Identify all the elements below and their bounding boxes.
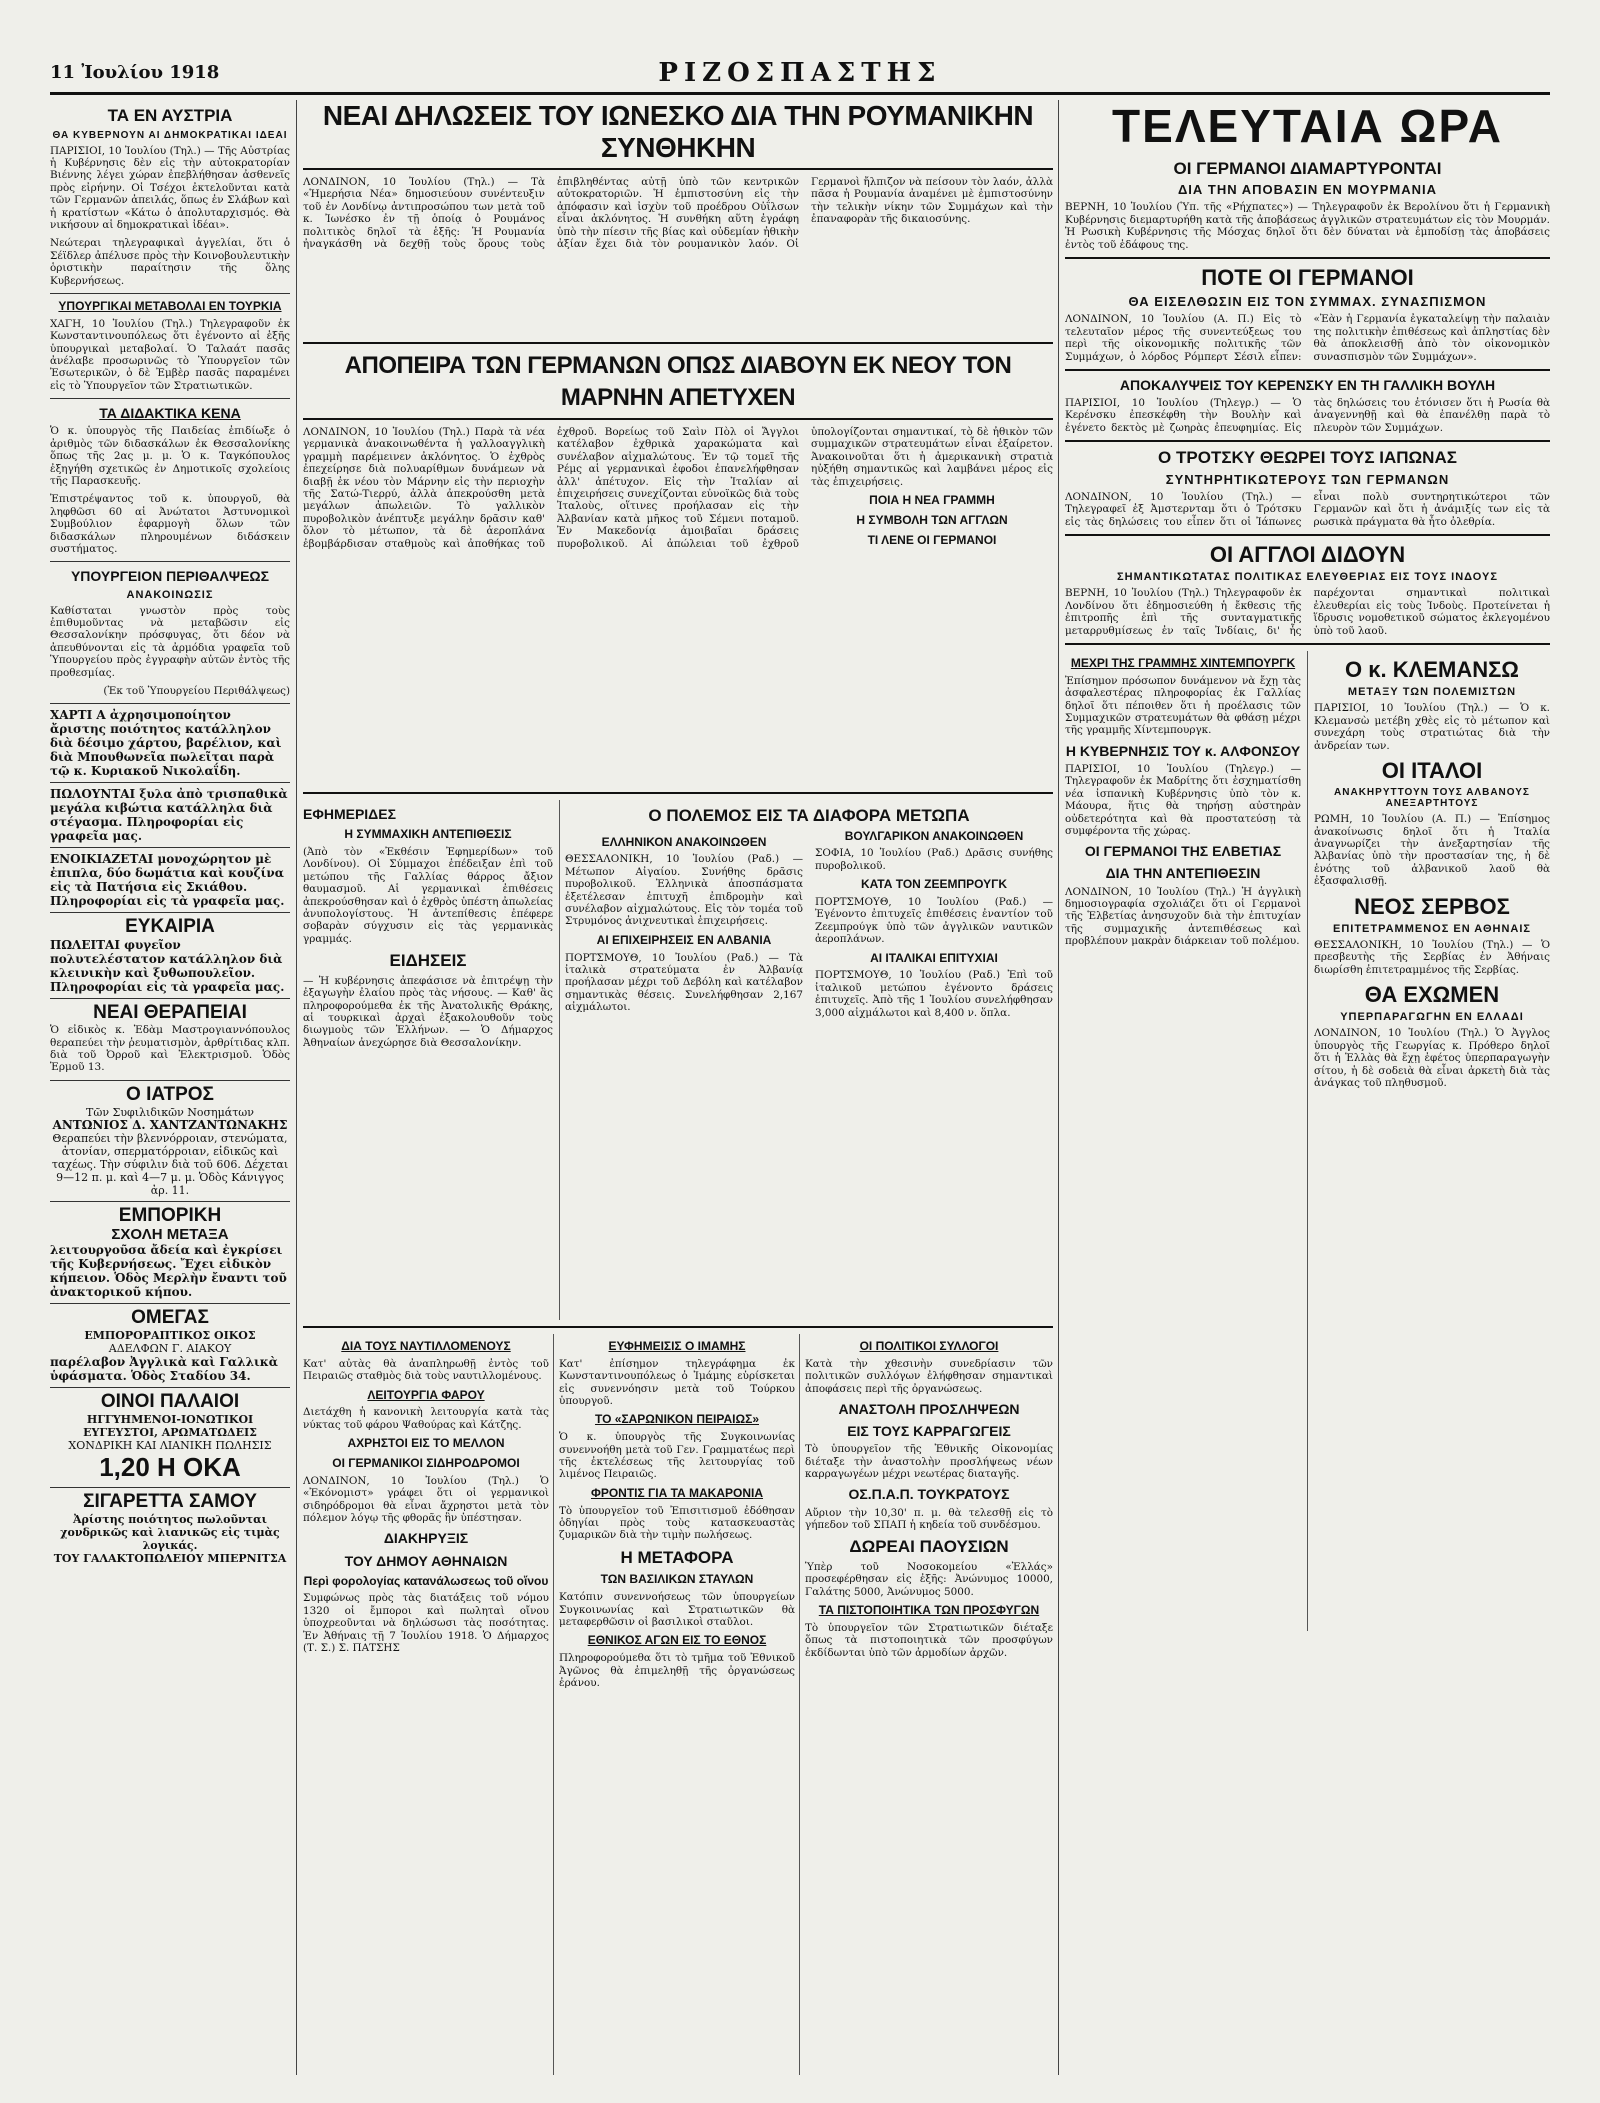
section-heading: ΒΟΥΛΓΑΡΙΚΟΝ ΑΝΑΚΟΙΝΩΘΕΝ (844, 828, 1024, 843)
news-body: ΛΟΝΔΙΝΟΝ, 10 Ἰουλίου (Τηλ.) — Τηλεγραφεῖ ἐξ Ἀμστερνταμ ὅτι ὁ Τρότσκυ εἰς τὰς δηλώσεις του εἶπεν ὅτι οἱ Ἰάπωνες εἶναι πολὺ συντηρητικώτεροι τῶν Γερμανῶν καὶ ὅτι ἡ ἀνάμιξίς των εἰς τὰ ρωσικὰ πράγματα θὰ ἦτο ὀλεθρία. (1065, 490, 1550, 528)
news-body: ΛΟΝΔΙΝΟΝ, 10 Ἰουλίου (Α. Π.) Εἰς τὸ τελευταῖον μέρος τῆς συνεντεύξεως του περὶ τῆς οἰκονομικῆς πολιτικῆς τῶν Συμμάχων, ὁ λόρδος Ρόμπερτ Σέσιλ εἶπεν: «Ἐὰν ἡ Γερμανία ἐγκαταλείψῃ τὴν παλαιὰν της πολιτικὴν ἐπιθέσεως καὶ ἀπληστίας δὲν θὰ ἀποκλεισθῇ ἀπὸ τὸν οἰκονομικὸν συνασπισμὸν τῶν Συμμάχων». (1065, 313, 1550, 363)
news-title: ΤΟ «ΣΑΡΩΝΙΚΟΝ ΠΕΙΡΑΙΩΣ» (594, 1412, 759, 1427)
news-body: ΠΑΡΙΣΙΟΙ, 10 Ἰουλίου (Τηλεγρ.) — Ὁ Κερένσκυ ἐπεσκέφθη τὴν Βουλὴν καὶ ἐγένετο δεκτὸς μὲ ζωηρὰς ἐπευφημίας. Εἰς τὰς δηλώσεις του ἐτόνισεν ὅτι ἡ Ρωσία θὰ ἀναγεννηθῇ καὶ θὰ ἐπανέλθῃ παρὰ τὸ πλευρὸν τῶν Συμμάχων. (1065, 397, 1550, 434)
news-title: ΟΙ ΙΤΑΛΟΙ (1381, 757, 1483, 783)
right-column (1065, 100, 1550, 2075)
article-body: (Ἀπὸ τὸν «Ἐκθέσιν Ἐφημερίδων» τοῦ Λονδίνου). Οἱ Σύμμαχοι ἐπέδειξαν ἐπὶ τοῦ μετώπου τῆς Γαλλίας θάρρος ἄξιον θαυμασμοῦ. Αἱ γερμανικαὶ ἐπιθέσεις ἀπεκρούσθησαν καὶ ὁ ἐχθρὸς ὑπέστη ἀπωλείας ἀνυπολογίστους. Ἡ ἀντεπίθεσις ἐπέφερε σοβαρὰν σύγχυσιν εἰς τὰς γερμανικὰς γραμμάς. (303, 845, 553, 945)
ad-text: Ὁ εἰδικὸς κ. Ἐδὰμ Μαστρογιαννόπουλος θεραπεύει τὴν ῥευματισμὸν, ἀρθρίτιδας κλπ. διὰ τοῦ Ὀρροῦ καὶ Ἐλεκτρισμοῦ. Ὁδὸς Ἑρμοῦ 13. (50, 1024, 290, 1074)
news-subtitle: ΑΝΑΚΗΡΥΤΤΟΥΝ ΤΟΥΣ ΑΛΒΑΝΟΥΣ ΑΝΕΞΑΡΤΗΤΟΥΣ (1334, 787, 1530, 810)
section-heading: ΑΙ ΙΤΑΛΙΚΑΙ ΕΠΙΤΥΧΙΑΙ (870, 950, 998, 965)
classified-ad (50, 912, 290, 994)
article-body: — Ἡ κυβέρνησις ἀπεφάσισε νὰ ἐπιτρέψῃ τὴν ἐξαγωγὴν ἐλαίου πρὸς τὰς νήσους. — Καθ' ἃς πληροφορούμεθα ἐκ τῆς Ἀνατολικῆς Θράκης, αἱ τουρκικαὶ ἀρχαὶ ἐξακολουθοῦν τοὺς διωγμοὺς τῶν Ἑλλήνων. — Ὁ Δήμαρχος Ἀθηναίων ἀνεχώρησε διὰ Θεσσαλονίκην. (303, 974, 553, 1049)
news-body: ΒΕΡΝΗ, 10 Ἰουλίου (Τηλ.) Τηλεγραφοῦν ἐκ Λονδίνου ὅτι ἐδημοσιεύθη ἡ ἔκθεσις τῆς ἐπιτροπῆς ἐπὶ τῆς συνταγματικῆς μεταρρυθμίσεως ἐν ταῖς Ἰνδίαις, δι' ἧς παρέχονται σημαντικαὶ πολιτικαὶ ἐλευθερίαι εἰς τοὺς Ἰνδοὺς. Προτείνεται ἡ ἵδρυσις νομοθετικοῦ σώματος ἐκλεγομένου ὑπὸ τοῦ λαοῦ. (1065, 587, 1550, 637)
news-title: ΜΕΧΡΙ ΤΗΣ ΓΡΑΜΜΗΣ ΧΙΝΤΕΜΠΟΥΡΓΚ (1070, 655, 1296, 670)
news-title: Η ΜΕΤΑΦΟΡΑ (620, 1547, 734, 1567)
news-body: ΛΟΝΔΙΝΟΝ, 10 Ἰουλίου (Τηλ.) Ἡ ἀγγλικὴ δημοσιογραφία σχολιάζει ὅτι οἱ Γερμανοὶ τῆς Ἑλβετίας ἀνησυχοῦν διὰ τὴν ἐπιτυχίαν τῆς συμμαχικῆς ἀντεπιθέσεως καὶ προβλέπουν μακρὰν διάρκειαν τοῦ πολέμου. (1065, 885, 1301, 948)
article-body: Καθίσταται γνωστὸν πρὸς τοὺς ἐπιθυμοῦντας νὰ μεταβῶσιν εἰς Θεσσαλονίκην πρόσφυγας, ὅτι δέον νὰ ἀπευθύνονται εἰς τὰ ἀρμόδια γραφεῖα τοῦ Ὑπουργείου πρὸς ἐγγραφὴν αὐτῶν ἐντὸς τῆς προθεσμίας. (50, 604, 290, 679)
article-body: ΠΑΡΙΣΙΟΙ, 10 Ἰουλίου (Τηλ.) — Τῆς Αὐστρίας ἡ Κυβέρνησις δὲν εἰς τὴν αὐτοκρατορίαν Βιέννης λέγει χώραν ἐπεβλήθησαν ἀσθενεῖς πρὸς εἰρήνην. Οἱ Τσέχοι ἐκτελοῦνται κατὰ τῶν Γερμανῶν ἀπειλάς, ὅπως ἐν Σλάβων καὶ ἡ κρατίστων «Κάτω ὁ ἀπολυταρχισμός. Θὰ νικήσουν αἱ δημοκρατικαὶ ἰδέαι». (50, 144, 290, 231)
article-body-text: ΛΟΝΔΙΝΟΝ, 10 Ἰουλίου (Τηλ.) Παρὰ τὰ νέα γερμανικὰ ἀνακοινωθέντα ἡ γαλλοαγγλικὴ γραμμὴ παρέμεινεν ἀκλόνητος. Ὁ ἐχθρὸς ἐπεχείρησε διὰ πολυαρίθμων δυνάμεων νὰ διαβῇ ἐκ νέου τὸν Μάρνην εἰς τὴν περιοχὴν τῆς Σατώ-Τιερρύ, ἀλλὰ ἀπεκρούσθη μετὰ μεγάλων ἀπωλειῶν. Τὸ γαλλικὸν πυροβολικὸν ἀνέπτυξε μεγάλην δρᾶσιν καθ' ὅλον τὸ μέτωπον, τὰ δὲ ἀεροπλάνα ἐβομβάρδισαν σταθμοὺς καὶ ἀποθήκας τοῦ ἐχθροῦ. Βορείως τοῦ Σαὶν Πὸλ οἱ Ἄγγλοι κατέλαβον ἐχθρικὰ χαρακώματα καὶ συνέλαβον αἰχμαλώτους. Ἐν τῷ τομεῖ τῆς Ρέμς αἱ γερμανικαὶ ἐφοδοι ἐπανελήφθησαν ἀλλ' ἀπέτυχον. Εἰς τὴν Ἰταλίαν αἱ ἐπιχειρήσεις συνεχίζονται εὐνοϊκῶς διὰ τοὺς Ἰταλοὺς, οἵτινες προήλασαν εἰς τὴν Ἀλβανίαν κατὰ μῆκος τοῦ Σέμενι ποταμοῦ. Ἐν Μακεδονίᾳ ἀμοιβαῖαι δράσεις πυροβολικοῦ. Αἱ ἀπώλειαι τοῦ ἐχθροῦ ὑπολογίζονται σημαντικαί, τὸ δὲ ἠθικὸν τῶν συμμαχικῶν στρατευμάτων εἶναι ἐξαίρετον. Ἀνακοινοῦται ὅτι ἡ ἀμερικανικὴ στρατιὰ ηὐξήθη σημαντικῶς καὶ λαμβάνει μέρος εἰς τὰς ἐπιχειρήσεις. (303, 426, 1053, 550)
news-title: Ο ΤΡΟΤΣΚΥ ΘΕΩΡΕΙ ΤΟΥΣ ΙΑΠΩΝΑΣ (1158, 448, 1457, 468)
news-body: Τὸ ὑπουργεῖον τοῦ Ἐπισιτισμοῦ ἐδόθησαν ὁδηγίαι πρὸς τοὺς κατασκευαστὰς ζυμαρικῶν διὰ τὴν τιμὴν πωλήσεως. (559, 1504, 795, 1542)
news-body: ΛΟΝΔΙΝΟΝ, 10 Ἰουλίου (Τηλ.) Ὁ «Ἐκόνομιστ» γράφει ὅτι οἱ γερμανικοὶ σιδηρόδρομοι θὰ εἶναι ἄχρηστοι μετὰ τὸν πόλεμον λόγῳ τῆς φθορᾶς ἣν ὑπέστησαν. (303, 1474, 549, 1525)
news-title: ΤΑ ΠΙΣΤΟΠΟΙΗΤΙΚΑ ΤΩΝ ΠΡΟΣΦΥΓΩΝ (818, 1603, 1040, 1618)
article-body: ΣΟΦΙΑ, 10 Ἰουλίου (Ραδ.) Δρᾶσις συνήθης πυροβολικοῦ. (815, 847, 1053, 872)
ad-text: ΠΩΛΟΥΝΤΑΙ ξυλα ἀπὸ τρισπαθικὰ μεγάλα κιβώτια κατάλληλα διὰ στέγασμα. Πληροφορίαι εἰς γραφεῖα μας. (50, 787, 288, 844)
news-title: ΔΙΑΚΗΡΥΞΙΣ (383, 1530, 469, 1547)
news-title: ΔΙΑ ΤΟΥΣ ΝΑΥΤΙΛΛΟΜΕΝΟΥΣ (341, 1339, 511, 1353)
section-title: ΕΦΗΜΕΡΙΔΕΣ (303, 806, 396, 822)
newspaper-name: ΡΙΖΟΣΠΑΣΤΗΣ (658, 58, 942, 88)
news-title: ΘΑ ΕΧΩΜΕΝ (1364, 982, 1500, 1008)
masthead (50, 58, 1550, 95)
war-reports (565, 830, 1053, 1023)
news-subtitle: ΣΥΝΤΗΡΗΤΙΚΩΤΕΡΟΥΣ ΤΩΝ ΓΕΡΜΑΝΩΝ (1165, 471, 1450, 487)
ad-subtitle: ΣΧΟΛΗ ΜΕΤΑΞΑ (111, 1225, 229, 1243)
ad-name: ΕΥΓΕΥΣΤΟΙ, ΑΡΩΜΑΤΩΔΕΙΣ (83, 1425, 257, 1439)
ad-title: ΕΥΚΑΙΡΙΑ (125, 916, 215, 938)
section-heading: ΠΟΙΑ Η ΝΕΑ ΓΡΑΜΜΗ (869, 493, 995, 508)
news-body: Ὁ κ. ὑπουργὸς τῆς Συγκοινωνίας συνεννοήθη μετὰ τοῦ Γεν. Γραμματέως περὶ τῆς ἐκτελέσεως τῆς λειτουργίας τοῦ λιμένος Πειραιῶς. (559, 1431, 795, 1481)
ad-text: Ἀρίστης ποιότητος πωλοῦνται χονδρικῶς καὶ λιανικῶς εἰς τιμὰς λογικάς. (60, 1512, 280, 1552)
article-title: ΥΠΟΥΡΓΕΙΟΝ ΠΕΡΙΘΑΛΨΕΩΣ (70, 568, 270, 585)
column-rule (1058, 100, 1059, 2075)
article-body: ΘΕΣΣΑΛΟΝΙΚΗ, 10 Ἰουλίου (Ραδ.) — Μέτωπον Αἰγαίου. Συνήθης δρᾶσις πυροβολικοῦ. Ἑλληνικὰ ἀποσπάσματα ἐξετέλεσαν ἐπιτυχῆ ἐπιδρομὴν καὶ συνέλαβον αἰχμαλώτους. Εἰς τὸν τομέα τοῦ Στρυμόνος ἀνιχνευτικαὶ ἐπιχειρήσεις. (565, 853, 803, 928)
news-title: ΟΙ ΓΕΡΜΑΝΟΙ ΤΗΣ ΕΛΒΕΤΙΑΣ (1084, 843, 1282, 860)
section-heading: ΤΙ ΛΕΝΕ ΟΙ ΓΕΡΜΑΝΟΙ (867, 532, 997, 547)
right-left-subcolumn (1065, 651, 1301, 1631)
ad-title: ΣΙΓΑΡΕΤΤΑ ΣΑΜΟΥ (83, 1490, 257, 1512)
article-body: Νεώτεραι τηλεγραφικαὶ ἀγγελίαι, ὅτι ὁ Σέϊδλερ ἀπέλυσε πρὸς τὴν Κοινοβουλευτικὴν ὁριστικὴν παραίτησιν τῆς ὅλης Κυβερνήσεως. (50, 237, 290, 287)
news-subtitle: ΕΠΙΤΕΤΡΑΜΜΕΝΟΣ ΕΝ ΑΘΗΝΑΙΣ (1332, 922, 1532, 935)
ad-name: ΑΝΤΩΝΙΟΣ Δ. ΧΑΝΤΖΑΝΤΩΝΑΚΗΣ (52, 1117, 288, 1132)
article-body: Ἐπιστρέψαντος τοῦ κ. ὑπουργοῦ, θὰ ληφθῶσι 60 αἱ Ἀνώτατοι Ἀστυνομικοὶ Συμβούλιον ἐφαρμογὴ ὅλων τῶν διδασκάλων πληρουμένων διδάσκειν συστήματος. (50, 493, 290, 555)
news-body: ΠΑΡΙΣΙΟΙ, 10 Ἰουλίου (Τηλεγρ.) — Τηλεγραφοῦν ἐκ Μαδρίτης ὅτι ἐσχηματίσθη νέα ἰσπανικὴ Κυβέρνησις ὑπὸ τὸν κ. Μάουρα, ἥτις θὰ τηρήσῃ αὐστηρὰν οὐδετερότητα καὶ θὰ προστατεύσῃ τὰ συμφέροντα τῆς χώρας. (1065, 762, 1301, 837)
news-subtitle: Περὶ φορολογίας κατανάλωσεως τοῦ οἴνου (303, 1573, 549, 1588)
ad-name: ΑΔΕΛΦΩΝ Γ. ΑΙΑΚΟΥ (108, 1341, 232, 1355)
section-heading: ΑΙ ΕΠΙΧΕΙΡΗΣΕΙΣ ΕΝ ΑΛΒΑΝΙΑ (596, 932, 772, 947)
ad-text: ΧΑΡΤΙ Α ἀχρησιμοποίητον ἄριστης ποιότητος κατάλληλον διὰ δέσιμο χάρτου, βαρέλιον, καὶ διὰ Μπουθωνεῖα πωλεῖται παρὰ τῷ κ. Κυριακοῦ Νικολαΐδη. (50, 708, 282, 779)
news-subtitle: ΟΙ ΓΕΡΜΑΝΙΚΟΙ ΣΙΔΗΡΟΔΡΟΜΟΙ (332, 1456, 520, 1471)
right-right-subcolumn (1314, 651, 1550, 1631)
news-body: ΡΩΜΗ, 10 Ἰουλίου (Α. Π.) — Ἐπίσημος ἀνακοίνωσις δηλοῖ ὅτι ἡ Ἰταλία ἀναγνωρίζει τὴν ἀνεξαρτησίαν τῆς Ἀλβανίας ὑπὸ τὴν προστασίαν της, ἡ δὲ ἑνότης τοῦ ἀλβανικοῦ λαοῦ θὰ ἐξασφαλισθῇ. (1314, 813, 1550, 888)
news-title: ΠΟΤΕ ΟΙ ΓΕΡΜΑΝΟΙ (1201, 265, 1414, 291)
news-title: ΟΙ ΑΓΓΛΟΙ ΔΙΔΟΥΝ (1209, 542, 1406, 568)
news-subtitle: ΥΠΕΡΠΑΡΑΓΩΓΗΝ ΕΝ ΕΛΛΑΔΙ (1340, 1011, 1524, 1024)
news-body: ΒΕΡΝΗ, 10 Ἰουλίου (Ὑπ. τῆς «Ρήχπατες») — Τηλεγραφοῦν ἐκ Βερολίνου ὅτι ἡ Γερμανικὴ Κυβέρνησις διεμαρτυρήθη κατὰ τῆς ἀποβάσεως ἀγγλικῶν στρατευμάτων εἰς τὸν Μουρμάν. Ἡ Ρωσικὴ Κυβέρνησις τῆς Μόσχας δηλοῖ ὅτι δὲν δύναται νὰ ἐμποδίσῃ τὰς ἀποβάσεις ἐντὸς τοῦ ἐδάφους της. (1065, 201, 1550, 251)
news-title: ΝΕΟΣ ΣΕΡΒΟΣ (1354, 893, 1510, 919)
news-body: Αὔριον τὴν 10,30' π. μ. θὰ τελεσθῇ εἰς τὸ γήπεδον τοῦ ΣΠΑΠ ἡ κηδεία τοῦ συνδέσμου. (805, 1506, 1053, 1531)
news-body: Τὸ ὑπουργεῖον τῆς Ἐθνικῆς Οἰκονομίας διέταξε τὴν ἀναστολὴν προσλήψεως νέων καρραγωγέων μέχρι νεωτέρας διαταγῆς. (805, 1443, 1053, 1481)
last-hour-banner: ΤΕΛΕΥΤΑΙΑ ΩΡΑ (1112, 100, 1503, 152)
short-news-middle (559, 1334, 795, 2075)
short-news-right (805, 1334, 1053, 2075)
ad-footer: ΤΟΥ ΓΑΛΑΚΤΟΠΩΛΕΙΟΥ ΜΠΕΡΝΙΤΣΑ (53, 1551, 287, 1565)
classified-ad (50, 1080, 290, 1197)
classified-ad (50, 847, 290, 908)
classified-ad (50, 998, 290, 1074)
news-body: ΠΑΡΙΣΙΟΙ, 10 Ἰουλίου (Τηλ.) — Ὁ κ. Κλεμανσὼ μετέβη χθὲς εἰς τὸ μέτωπον καὶ συνεχάρη τοὺς στρατιώτας διὰ τὴν ἀνδρείαν των. (1314, 702, 1550, 752)
article-body: ΛΟΝΔΙΝΟΝ, 10 Ἰουλίου (Τηλ.) — Τὰ «Ἡμερήσια Νέα» δημοσιεύουν συνέντευξιν τοῦ ἐν Λονδίνῳ ἀντιπροσώπου των μετὰ τοῦ κ. Ἰωνέσκο ἐν τῇ ὁποίᾳ ὁ Ρουμάνος πολιτικὸς δηλοῖ τὰ ἑξῆς: Ἡ Ρουμανία ἠναγκάσθη νὰ δεχθῇ τοὺς ὅρους τοὺς ἐπιβληθέντας αὐτῇ ὑπὸ τῶν κεντρικῶν αὐτοκρατοριῶν. Ἡ ἐμπιστοσύνη εἰς τὴν ἀπόφασιν καὶ ἰσχὺν τοῦ προέδρου Οὐΐλσων εἶναι ἀκλόνητος. Ἡ συνθήκη αὕτη ἐγράφη ὑπὸ τὴν πίεσιν τῆς βίας καὶ οὐδεμίαν ἠθικὴν ἀξίαν ἔχει διὰ τὸν ρουμανικὸν λαόν. Οἱ Γερμανοὶ ἤλπιζον νὰ πείσουν τὸν λαόν, ἀλλὰ πᾶσα ἡ Ρουμανία ἀναμένει μὲ ἐμπιστοσύνην τὴν τελικὴν νίκην τῶν Συμμάχων καὶ τὴν ἐπαναφορὰν τῆς δικαιοσύνης. (303, 176, 1053, 251)
article-body: ΧΑΓΗ, 10 Ἰουλίου (Τηλ.) Τηλεγραφοῦν ἐκ Κωνσταντινουπόλεως ὅτι ἐγένοντο αἱ ἑξῆς ὑπουργικαὶ μεταβολαί. Ὁ Ταλαάτ πασᾶς ἀνέλαβε προσωρινῶς τὸ Ὑπουργεῖον τῶν Ἐσωτερικῶν, ὁ δὲ Ἐμβὲρ πασᾶς παραμένει εἰς τὸ Ὑπουργεῖον τῶν Στρατιωτικῶν. (50, 317, 290, 392)
classified-ad (50, 1487, 290, 1565)
section-heading: Η ΣΥΜΜΑΧΙΚΗ ΑΝΤΕΠΙΘΕΣΙΣ (344, 827, 512, 842)
news-body: Συμφώνως πρὸς τὰς διατάξεις τοῦ νόμου 1320 οἱ ἔμποροι καὶ πωληταὶ οἴνου ὑποχρεοῦνται νὰ δηλώσωσι τὰς ποσότητας. Ἐν Ἀθήναις τῇ 7 Ἰουλίου 1918. Ὁ Δήμαρχος (Τ. Σ.) Σ. ΠΑΤΣΗΣ (303, 1592, 549, 1655)
article-body: ΠΟΡΤΣΜΟΥΘ, 10 Ἰουλίου (Ραδ.) — Ἐγένοντο ἐπιτυχεῖς ἐπιθέσεις ἐναντίον τοῦ Ζεεμπρούγκ ὑπὸ τῶν ἀγγλικῶν ναυτικῶν ἀεροπλάνων. (815, 895, 1053, 946)
news-title: Η ΚΥΒΕΡΝΗΣΙΣ ΤΟΥ κ. ΑΛΦΟΝΣΟΥ (1065, 742, 1301, 759)
news-body: Κατόπιν συνεννοήσεως τῶν ὑπουργείων Συγκοινωνίας καὶ Στρατιωτικῶν θὰ μεταφερθῶσιν οἱ βασιλικοὶ σταῦλοι. (559, 1591, 795, 1629)
news-title: ΕΥΦΗΜΕΙΣΙΣ Ο ΙΜΑΜΗΣ (608, 1339, 746, 1353)
news-title: ΑΝΑΣΤΟΛΗ ΠΡΟΣΛΗΨΕΩΝ (838, 1401, 1020, 1418)
news-body: Τὸ ὑπουργεῖον τῶν Στρατιωτικῶν διέταξε ὅπως τὰ πιστοποιητικὰ τῶν προσφύγων ἐκδίδωνται ὑπὸ τῶν ἀρμοδίων ἀρχῶν. (805, 1621, 1053, 1659)
news-subtitle: ΜΕΤΑΞΥ ΤΩΝ ΠΟΛΕΜΙΣΤΩΝ (1347, 686, 1517, 699)
ad-text: παρέλαβον Ἀγγλικὰ καὶ Γαλλικὰ ὑφάσματα. Ὁδὸς Σταδίου 34. (50, 1354, 279, 1383)
news-body: ΘΕΣΣΑΛΟΝΙΚΗ, 10 Ἰουλίου (Τηλ.) — Ὁ πρεσβευτὴς τῆς Σερβίας ἐν Ἀθήναις διωρίσθη ἐπιτετραμμένος τῆς Σερβίας. (1314, 938, 1550, 976)
short-news-left (303, 1334, 549, 2075)
news-body: Διετάχθη ἡ κανονικὴ λειτουργία κατὰ τὰς νύκτας τοῦ φάρου Ψαθούρας καὶ Κάτζης. (303, 1406, 549, 1431)
news-body: ΛΟΝΔΙΝΟΝ, 10 Ἰουλίου (Τηλ.) Ὁ Ἀγγλος ὑπουργὸς τῆς Γεωργίας κ. Πρόθερο δηλοῖ ὅτι ἡ Ἑλλὰς θὰ ἔχῃ ἐφέτος ὑπερπαραγωγὴν σίτου, ἡ δὲ σοδειὰ θὰ εἶναι ἀρκετὴ διὰ τὰς ἀνάγκας τοῦ πληθυσμοῦ. (1314, 1027, 1550, 1090)
news-subtitle: ΘΑ ΕΙΣΕΛΘΩΣΙΝ ΕΙΣ ΤΟΝ ΣΥΜΜΑΧ. ΣΥΝΑΣΠΙΣΜΟΝ (1128, 294, 1487, 310)
news-title: ΑΠΟΚΑΛΥΨΕΙΣ ΤΟΥ ΚΕΡΕΝΣΚΥ ΕΝ ΤΗ ΓΑΛΛΙΚΗ ΒΟΥΛΗ (1119, 376, 1496, 393)
news-title: ΦΡΟΝΤΙΣ ΓΙΑ ΤΑ ΜΑΚΑΡΟΝΙΑ (590, 1485, 764, 1500)
ad-title: ΟΜΕΓΑΣ (131, 1307, 209, 1329)
news-title: ΛΕΙΤΟΥΡΓΙΑ ΦΑΡΟΥ (367, 1387, 485, 1402)
news-title: ΔΩΡΕΑΙ ΠΑΟΥΣΙΩΝ (849, 1537, 1009, 1557)
article-subtitle: ΘΑ ΚΥΒΕΡΝΟΥΝ ΑΙ ΔΗΜΟΚΡΑΤΙΚΑΙ ΙΔΕΑΙ (52, 129, 288, 141)
ad-text: ΠΩΛΕΙΤΑΙ φυγεῖον πολυτελέστατον κατάλληλον διὰ κλεινικὴν καὶ ξυθωπουλεῖον. Πληροφορίαι εἰς τὰ γραφεῖα μας. (50, 938, 285, 995)
ad-subtitle: Τῶν Συφιλιδικῶν Νοσημάτων (86, 1105, 254, 1119)
news-subtitle: ΔΙΑ ΤΗΝ ΑΝΤΕΠΙΘΕΣΙΝ (1105, 865, 1261, 882)
article-body: ΠΟΡΤΣΜΟΥΘ, 10 Ἰουλίου (Ραδ.) — Τὰ ἰταλικὰ στρατεύματα ἐν Ἀλβανίᾳ προήλασαν μέχρι τοῦ Δεβόλη καὶ κατέλαβον σημαντικὰς θέσεις. Συνελήφθησαν 2,167 αἰχμάλωτοι. (565, 951, 803, 1014)
center-column (303, 100, 1053, 2075)
article-title: ΤΑ ΕΝ ΑΥΣΤΡΙΑ (107, 106, 233, 125)
column-rule (296, 100, 297, 2075)
article-body: Ὁ κ. ὑπουργὸς τῆς Παιδείας ἐπιδίωξε ὁ ἀριθμὸς τῶν διδασκάλων ἐκ Θεσσαλονίκης ὅπως τῆς 2ας μ. μ. Ὁ κ. Ταγκόπουλος ἐξηγήθη σχετικῶς ἐν Δημοτικοῖς σχολείοις τῆς Παρασκευῆς. (50, 425, 290, 487)
lead-headline: ΑΠΟΠΕΙΡΑ ΤΩΝ ΓΕΡΜΑΝΩΝ ΟΠΩΣ ΔΙΑΒΟΥΝ ΕΚ ΝΕΟΥ ΤΟΝ ΜΑΡΝΗΝ ΑΠΕΤΥΧΕΝ (303, 350, 1053, 420)
news-body: Κατ' ἐπίσημον τηλεγράφημα ἐκ Κωνσταντινουπόλεως ὁ Ἰμάμης εὑρίσκεται εἰς συνεννόησιν μετὰ τοῦ Τούρκου ὑπουργοῦ. (559, 1357, 795, 1408)
article-subtitle: ΑΝΑΚΟΙΝΩΣΙΣ (126, 588, 214, 601)
classified-ad (50, 1201, 290, 1299)
article-body (303, 426, 1053, 786)
left-column (50, 100, 290, 2075)
ad-price: 1,20 Η ΟΚΑ (99, 1451, 241, 1482)
ad-subtitle: ΗΓΓΥΗΜΕΝΟΙ-ΙΟΝΩΤΙΚΟΙ (86, 1412, 254, 1426)
section-heading: ΚΑΤΑ ΤΟΝ ΖΕΕΜΠΡΟΥΓΚ (860, 877, 1008, 892)
lead-headline: ΝΕΑΙ ΔΗΛΩΣΕΙΣ ΤΟΥ ΙΩΝΕΣΚΟ ΔΙΑ ΤΗΝ ΡΟΥΜΑΝΙΚΗΝ ΣΥΝΘΗΚΗΝ (303, 100, 1053, 170)
news-title: ΟΣ.Π.Α.Π. ΤΟΥΚΡΑΤΟΥΣ (848, 1486, 1010, 1503)
news-title: Ο κ. ΚΛΕΜΑΝΣΩ (1345, 656, 1519, 682)
news-title: ΟΙ ΠΟΛΙΤΙΚΟΙ ΣΥΛΛΟΓΟΙ (859, 1339, 999, 1353)
article-title: ΥΠΟΥΡΓΙΚΑΙ ΜΕΤΑΒΟΛΑΙ ΕΝ ΤΟΥΡΚΙΑ (58, 299, 282, 314)
article-body: ΠΟΡΤΣΜΟΥΘ, 10 Ἰουλίου (Ραδ.) Ἐπὶ τοῦ ἰταλικοῦ μετώπου ἐγένοντο δράσεις ἐπιτυχεῖς. Ἀπὸ τῆς 1 Ἰουλίου συνελήφθησαν 3,000 αἰχμάλωτοι καὶ 8,400 ν. ὅπλα. (815, 969, 1053, 1019)
news-title: ΟΙ ΓΕΡΜΑΝΟΙ ΔΙΑΜΑΡΤΥΡΟΝΤΑΙ (1173, 158, 1442, 178)
classified-ad (50, 1387, 290, 1483)
section-title: ΕΙΔΗΣΕΙΣ (389, 951, 467, 971)
war-section (565, 800, 1053, 1320)
newspapers-section (303, 800, 553, 1320)
news-subtitle: ΕΙΣ ΤΟΥΣ ΚΑΡΡΑΓΩΓΕΙΣ (847, 1423, 1011, 1440)
news-body: Ἐπίσημον πρόσωπον δυνάμενον νὰ ἔχῃ τὰς ἀσφαλεστέρας πληροφορίας ἐκ Γαλλίας δηλοῖ ὅτι πέποιθεν ὅτι ἡ προέλασις τῶν Συμμαχικῶν στρατευμάτων θὰ φθάσῃ μέχρι τῆς γραμμῆς Χίντεμπουργκ. (1065, 674, 1301, 737)
news-subtitle: ΣΗΜΑΝΤΙΚΩΤΑΤΑΣ ΠΟΛΙΤΙΚΑΣ ΕΛΕΥΘΕΡΙΑΣ ΕΙΣ ΤΟΥΣ ΙΝΔΟΥΣ (1117, 571, 1498, 584)
ad-text: λειτουργοῦσα ἄδεία καὶ ἐγκρίσει τῆς Κυβερνήσεως. Ἔχει εἰδικὸν κήπειον. Ὁδὸς Μερλὴν ἔναντι τοῦ ἀνακτορικοῦ κήπου. (50, 1243, 287, 1300)
news-title: ΕΘΝΙΚΟΣ ΑΓΩΝ ΕΙΣ ΤΟ ΕΘΝΟΣ (587, 1633, 767, 1648)
issue-date: 11 Ἰουλίου 1918 (50, 62, 220, 83)
news-block (303, 800, 1053, 1320)
classified-ad (50, 782, 290, 843)
news-subtitle: ΤΟΥ ΔΗΜΟΥ ΑΘΗΝΑΙΩΝ (344, 1552, 508, 1569)
section-heading: Η ΣΥΜΒΟΛΗ ΤΩΝ ΑΓΓΛΩΝ (856, 512, 1008, 527)
ad-text: Θεραπεύει τὴν βλεννόρροιαν, στενώματα, ἀτονίαν, σπερματόρροιαν, εἰδικῶς καὶ ταχέως. Τὴν σύφιλιν διὰ τοῦ 606. Δέχεται 9—12 π. μ. καὶ 4—7 μ. μ. Ὁδὸς Κάνιγγος ἀρ. 11. (51, 1131, 289, 1197)
ad-title: ΝΕΑΙ ΘΕΡΑΠΕΙΑΙ (93, 1002, 247, 1024)
news-body: Κατ' αὐτὰς θὰ ἀναπληρωθῇ ἐντὸς τοῦ Πειραιῶς σταθμὸς διὰ τοὺς ναυτιλλομένους. (303, 1357, 549, 1383)
ad-title: ΕΜΠΟΡΙΚΗ (118, 1204, 222, 1226)
article-signature: (Ἐκ τοῦ Ὑπουργείου Περιθάλψεως) (103, 684, 290, 697)
ad-subtitle: ΕΜΠΟΡΟΡΑΠΤΙΚΟΣ ΟΙΚΟΣ (84, 1328, 256, 1342)
ad-text: ΧΟΝΔΡΙΚΗ ΚΑΙ ΛΙΑΝΙΚΗ ΠΩΛΗΣΙΣ (68, 1438, 272, 1452)
classified-ad (50, 1303, 290, 1383)
article-title: ΤΑ ΔΙΔΑΚΤΙΚΑ ΚΕΝΑ (99, 405, 241, 422)
news-subtitle: ΤΩΝ ΒΑΣΙΛΙΚΩΝ ΣΤΑΥΛΩΝ (600, 1572, 754, 1587)
news-body: Κατὰ τὴν χθεσινὴν συνεδρίασιν τῶν πολιτικῶν συλλόγων ἐλήφθησαν σημαντικαὶ ἀποφάσεις περὶ τῆς ὀργανώσεως. (805, 1357, 1053, 1395)
short-news-block (303, 1334, 1053, 2075)
ad-text: ΕΝΟΙΚΙΑΖΕΤΑΙ μονοχώρητον μὲ ἐπιπλα, δύο δωμάτια καὶ κουζίνα εἰς τὰ Πατήσια εἰς Σκιάθου. Πληροφορίαι εἰς τὰ γραφεῖα μας. (50, 852, 285, 909)
news-title: ΑΧΡΗΣΤΟΙ ΕΙΣ ΤΟ ΜΕΛΛΟΝ (347, 1436, 505, 1451)
news-body: Ὑπὲρ τοῦ Νοσοκομείου «Ἐλλάς» προσεφέρθησαν εἰς ἐξῆς: Ἀνώνυμος 10000, Γαλάτης 5000, Ἀνώνυμος 5000. (805, 1560, 1053, 1598)
section-heading: ΕΛΛΗΝΙΚΟΝ ΑΝΑΚΟΙΝΩΘΕΝ (601, 834, 767, 849)
news-subtitle: ΔΙΑ ΤΗΝ ΑΠΟΒΑΣΙΝ ΕΝ ΜΟΥΡΜΑΝΙΑ (1177, 182, 1438, 198)
classified-ad (50, 703, 290, 778)
news-body: Πληροφορούμεθα ὅτι τὸ τμῆμα τοῦ Ἐθνικοῦ Ἀγῶνος θὰ ἐπιμεληθῇ τῆς ὀργανώσεως ἐράνου. (559, 1652, 795, 1690)
right-split-block (1065, 651, 1550, 1631)
ad-title: ΟΙΝΟΙ ΠΑΛΑΙΟΙ (100, 1390, 240, 1412)
ad-title: Ο ΙΑΤΡΟΣ (126, 1083, 214, 1105)
section-title: Ο ΠΟΛΕΜΟΣ ΕΙΣ ΤΑ ΔΙΑΦΟΡΑ ΜΕΤΩΠΑ (648, 806, 970, 825)
